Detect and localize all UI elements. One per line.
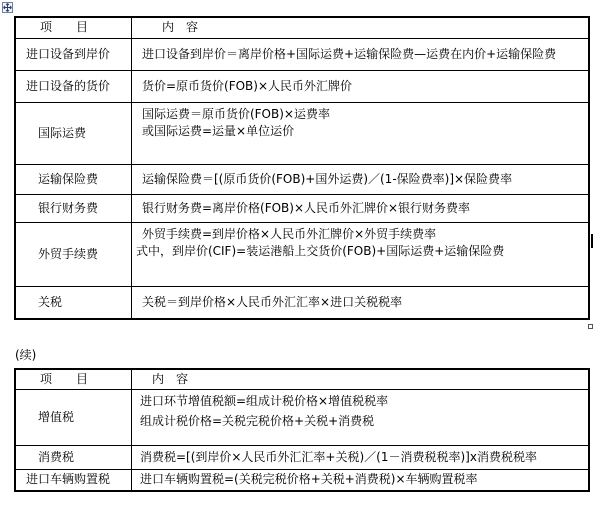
row-item-cell[interactable]: 消费税 (15, 445, 131, 469)
row-content-cell[interactable] (131, 445, 589, 469)
content-line: 进口环节增值税额=组成计税价格×增值税税率 (139, 393, 389, 408)
row-item-cell[interactable]: 增值税 (15, 389, 131, 445)
row-content-cell[interactable] (131, 38, 589, 70)
header-item-cell[interactable]: 项 目 (15, 369, 131, 389)
table-move-handle-icon[interactable] (2, 2, 13, 13)
content-line: 运输保险费＝[(原币货价(FOB)+国外运费)／(1-保险费率)]×保险费率 (141, 171, 513, 186)
row-item-cell[interactable]: 银行财务费 (15, 194, 131, 222)
row-item-cell[interactable]: 外贸手续费 (15, 222, 131, 286)
table-row (15, 38, 589, 70)
table-row (15, 164, 589, 194)
content-line: 式中，到岸价(CIF)=装运港船上交货价(FOB)+国际运费+运输保险费 (135, 243, 505, 258)
row-content-cell[interactable] (131, 102, 589, 164)
table-row (15, 70, 589, 102)
continuation-caption: (续) (15, 348, 37, 362)
row-content-cell[interactable] (131, 389, 589, 445)
content-line: 银行财务费=离岸价格(FOB)×人民币外汇牌价×银行财务费率 (141, 200, 471, 215)
table-row (15, 194, 589, 222)
header-item-cell[interactable]: 项 目 (15, 17, 131, 38)
content-line: 货价=原币货价(FOB)×人民币外汇牌价 (141, 78, 353, 93)
row-item-cell[interactable]: 进口车辆购置税 (15, 469, 131, 491)
content-line: 关税＝到岸价格×人民币外汇汇率×进口关税税率 (141, 294, 403, 309)
header-content-cell[interactable]: 内 容 (131, 17, 589, 38)
table-row (15, 222, 589, 286)
table-header-row (15, 369, 589, 389)
row-content-cell[interactable] (131, 469, 589, 491)
table-row (15, 469, 589, 491)
row-item-cell[interactable]: 进口设备到岸价 (15, 38, 131, 70)
table-header-row (15, 17, 589, 38)
content-line: 消费税=[(到岸价×人民币外汇汇率+关税)／(1－消费税税率)]x消费税税率 (139, 449, 537, 464)
table-row (15, 286, 589, 319)
row-item-cell[interactable]: 运输保险费 (15, 164, 131, 194)
content-line: 进口车辆购置税=(关税完税价格+关税+消费税)×车辆购置税率 (139, 472, 478, 487)
row-content-cell[interactable] (131, 70, 589, 102)
table-resize-handle[interactable] (588, 324, 593, 329)
content-line: 进口设备到岸价＝离岸价格+国际运费+运输保险费—运费在内价+运输保险费 (141, 46, 557, 61)
row-item-cell[interactable]: 进口设备的货价 (15, 70, 131, 102)
table-row (15, 389, 589, 445)
row-item-cell[interactable]: 国际运费 (15, 102, 131, 164)
table-row (15, 445, 589, 469)
content-line: 或国际运费=运量×单位运价 (141, 123, 295, 138)
content-line: 组成计税价格=关税完税价格+关税+消费税 (139, 413, 375, 428)
fee-table-continued (14, 368, 590, 492)
row-content-cell[interactable] (131, 194, 589, 222)
content-line: 国际运费＝原币货价(FOB)×运费率 (141, 106, 330, 121)
header-content-cell[interactable]: 内 容 (131, 369, 589, 389)
row-content-cell[interactable] (131, 286, 589, 319)
row-content-cell[interactable] (131, 164, 589, 194)
row-item-cell[interactable]: 关税 (15, 286, 131, 319)
table-row (15, 102, 589, 164)
content-line: 外贸手续费=到岸价格×人民币外汇牌价×外贸手续费率 (141, 226, 437, 241)
row-content-cell[interactable] (131, 222, 589, 286)
fee-table-main (14, 16, 590, 320)
text-cursor (591, 234, 593, 248)
